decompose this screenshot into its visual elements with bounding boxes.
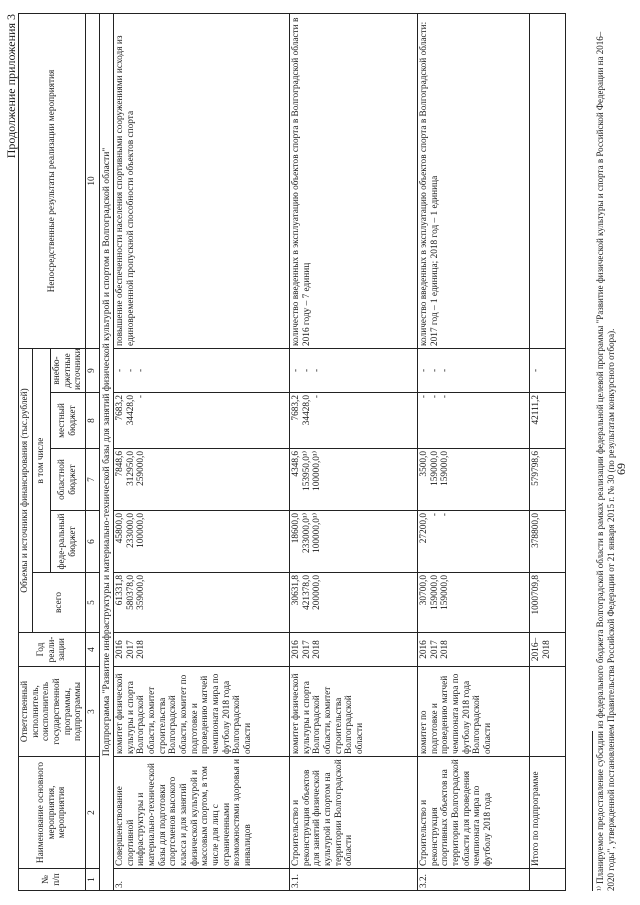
value: 359000,0 — [136, 575, 147, 610]
header-total: всего — [32, 573, 85, 633]
year: 2017 — [125, 640, 136, 659]
row-federal — [417, 511, 529, 573]
header-incl: в том числе — [32, 348, 50, 572]
value: - — [114, 368, 125, 373]
header-name: Наименование основного мероприятия, мероприятия — [19, 757, 86, 869]
value: - — [136, 368, 147, 373]
col-number: 2 — [86, 757, 100, 869]
value: - — [440, 368, 451, 373]
footnote-block — [592, 14, 617, 891]
row-total — [417, 573, 529, 633]
col-number: 3 — [86, 667, 100, 757]
col-number: 10 — [86, 13, 100, 348]
row-extra — [113, 348, 289, 392]
value: 4348,6 — [290, 451, 301, 477]
value: 259000,0 — [136, 451, 147, 486]
row-years — [289, 633, 417, 667]
header-executor: Ответственный исполнитель, соисполнитель государственной программы, подпрограммы — [19, 667, 86, 757]
value: - — [301, 368, 312, 373]
value: - — [312, 368, 323, 373]
row-total — [289, 573, 417, 633]
value: 61331,8 — [114, 575, 125, 606]
totals-num-cell — [529, 869, 565, 891]
col-number: 8 — [86, 393, 100, 449]
year: 2016 — [114, 640, 125, 659]
value: 100000,0 — [136, 513, 147, 548]
value: - — [312, 395, 323, 399]
row-executor: комитет физической культуры и спорта Волгоградской области, комитет строительства Волгоградской области — [289, 667, 417, 757]
row-local — [417, 393, 529, 449]
totals-regional: 579798,6 — [529, 449, 565, 511]
header-extra: внебю-джетные источники — [51, 348, 86, 392]
value: 233000,0¹⁾ — [301, 513, 312, 553]
value: 233000,0 — [125, 513, 136, 548]
row-num: 3.2. — [417, 869, 529, 891]
year: 2018 — [136, 640, 147, 659]
totals-result-cell — [529, 13, 565, 348]
col-number: 5 — [86, 573, 100, 633]
row-name: Совершенствование спортивной инфраструктуры и материально-технической базы для подготовки спортсменов высокого класса и для занятий физической культурой и массовым спортом, в том числе для лиц с ограниченными возможностями здоровья и инвалидов — [113, 757, 289, 869]
value: 45800,0 — [114, 513, 125, 544]
row-extra — [417, 348, 529, 392]
value: - — [125, 368, 136, 373]
row-executor: комитет по подготовке и проведению матчей чемпионата мира по футболу 2018 года Волгоградской области — [417, 667, 529, 757]
value: 580378,0 — [125, 575, 136, 610]
col-number: 9 — [86, 348, 100, 392]
value: - — [440, 513, 451, 517]
value: 421378,0 — [301, 575, 312, 610]
value: 100000,0¹⁾ — [312, 513, 323, 553]
value: 159000,0 — [429, 451, 440, 486]
value: - — [429, 368, 440, 373]
value: - — [136, 395, 147, 399]
row-federal — [113, 511, 289, 573]
col-number: 6 — [86, 511, 100, 573]
value: 312950,0 — [125, 451, 136, 486]
row-result: количество введенных в эксплуатацию объектов спорта в Волгоградской области: 2017 год – 1 единица; 2018 год – 1 единица — [417, 13, 529, 348]
footnote-rule — [592, 731, 593, 891]
row-federal — [289, 511, 417, 573]
totals-label: Итого по подпрограмме — [529, 757, 565, 869]
totals-total: 1000709,8 — [529, 573, 565, 633]
totals-local: 42111,2 — [529, 393, 565, 449]
row-total — [113, 573, 289, 633]
totals-years: 2016–2018 — [529, 633, 565, 667]
header-local: местный бюджет — [51, 393, 86, 449]
row-regional — [417, 449, 529, 511]
totals-extra: - — [529, 348, 565, 392]
value: 7683,2 — [114, 395, 125, 421]
row-years — [113, 633, 289, 667]
row-name: Строительство и реконструкция объектов для занятий физической культурой и спортом на территории Волгоградской области — [289, 757, 417, 869]
financing-table — [18, 13, 566, 891]
value: 159000,0 — [440, 575, 451, 610]
continuation-label: Продолжение приложения 3 — [4, 14, 18, 159]
row-result: количество введенных в эксплуатацию объектов спорта в Волгоградской области в 2016 году – 7 единиц — [289, 13, 417, 348]
year: 2017 — [301, 640, 312, 659]
year: 2018 — [312, 640, 323, 659]
value: - — [429, 513, 440, 517]
year: 2018 — [440, 640, 451, 659]
header-result: Непосредственные результаты реализации мероприятия — [19, 13, 86, 348]
year: 2017 — [429, 640, 440, 659]
value: 30700,0 — [418, 575, 429, 606]
value: 153950,0¹⁾ — [301, 451, 312, 491]
row-executor: комитет физической культуры и спорта Волгоградской области, комитет строительства Волгоградской области, комитет по подготовке и проведению матчей чемпионата мира по футболу 2018 года Волгоградской области — [113, 667, 289, 757]
row-regional — [289, 449, 417, 511]
year: 2016 — [290, 640, 301, 659]
header-volumes: Объемы и источники финансирования (тыс.рублей) — [19, 348, 33, 632]
value: 27200,0 — [418, 513, 429, 544]
header-federal: феде-ральный бюджет — [51, 511, 86, 573]
row-name: Строительство и реконструкция спортивных объектов на территории Волгоградской области для проведения чемпионата мира по футболу 2018 года — [417, 757, 529, 869]
row-num: 3. — [113, 869, 289, 891]
value: 159000,0 — [429, 575, 440, 610]
value: 7683,2 — [290, 395, 301, 421]
footnote-text: ¹⁾ Планируемое предоставление субсидии из федерального бюджета Волгоградской области в рамках реализации федеральной целевой программы "Развитие физической культуры и спорта в Российской Федерации на 2016–2020 годы", утвержденной постановлением Правительства Российской Федерации от 21 января 2015 г. № 30 (по результатам конкурсного отбора). — [595, 31, 616, 891]
col-number: 1 — [86, 869, 100, 891]
value: 159000,0 — [440, 451, 451, 486]
year: 2016 — [418, 640, 429, 659]
row-num: 3.1. — [289, 869, 417, 891]
table-row — [417, 13, 529, 890]
value: - — [290, 368, 301, 373]
totals-executor-cell — [529, 667, 565, 757]
table-row — [113, 13, 289, 890]
subprogram-row — [99, 13, 113, 890]
row-years — [417, 633, 529, 667]
col-number: 7 — [86, 449, 100, 511]
value: 7848,6 — [114, 451, 125, 477]
totals-federal: 378800,0 — [529, 511, 565, 573]
row-regional — [113, 449, 289, 511]
value: 18600,0 — [290, 513, 301, 544]
column-number-row — [86, 13, 100, 890]
page-number: 69 — [614, 463, 628, 475]
row-result: повышение обеспеченности населения спортивными сооружениями исходя из единовременной пропускной способности объектов спорта — [113, 13, 289, 348]
row-extra — [289, 348, 417, 392]
value: - — [440, 395, 451, 399]
value: 100000,0¹⁾ — [312, 451, 323, 491]
header-year: Год реали-зации — [19, 633, 86, 667]
value: 30631,8 — [290, 575, 301, 606]
value: - — [418, 395, 429, 399]
table-row — [289, 13, 417, 890]
value: 34428,0 — [301, 395, 312, 426]
value: 3500,0 — [418, 451, 429, 477]
subprogram-title: Подпрограмма "Развитие инфраструктуры и материально-технической базы для занятий физической культурой и спортом в Волгоградской области" — [99, 13, 113, 890]
value: 200000,0 — [312, 575, 323, 610]
row-local — [113, 393, 289, 449]
header-num: № п/п — [19, 869, 86, 891]
value: - — [418, 368, 429, 373]
totals-row — [529, 13, 565, 890]
value: 34428,0 — [125, 395, 136, 426]
header-regional: областной бюджет — [51, 449, 86, 511]
header-row-1 — [19, 13, 33, 890]
value: - — [429, 395, 440, 399]
row-local — [289, 393, 417, 449]
col-number: 4 — [86, 633, 100, 667]
